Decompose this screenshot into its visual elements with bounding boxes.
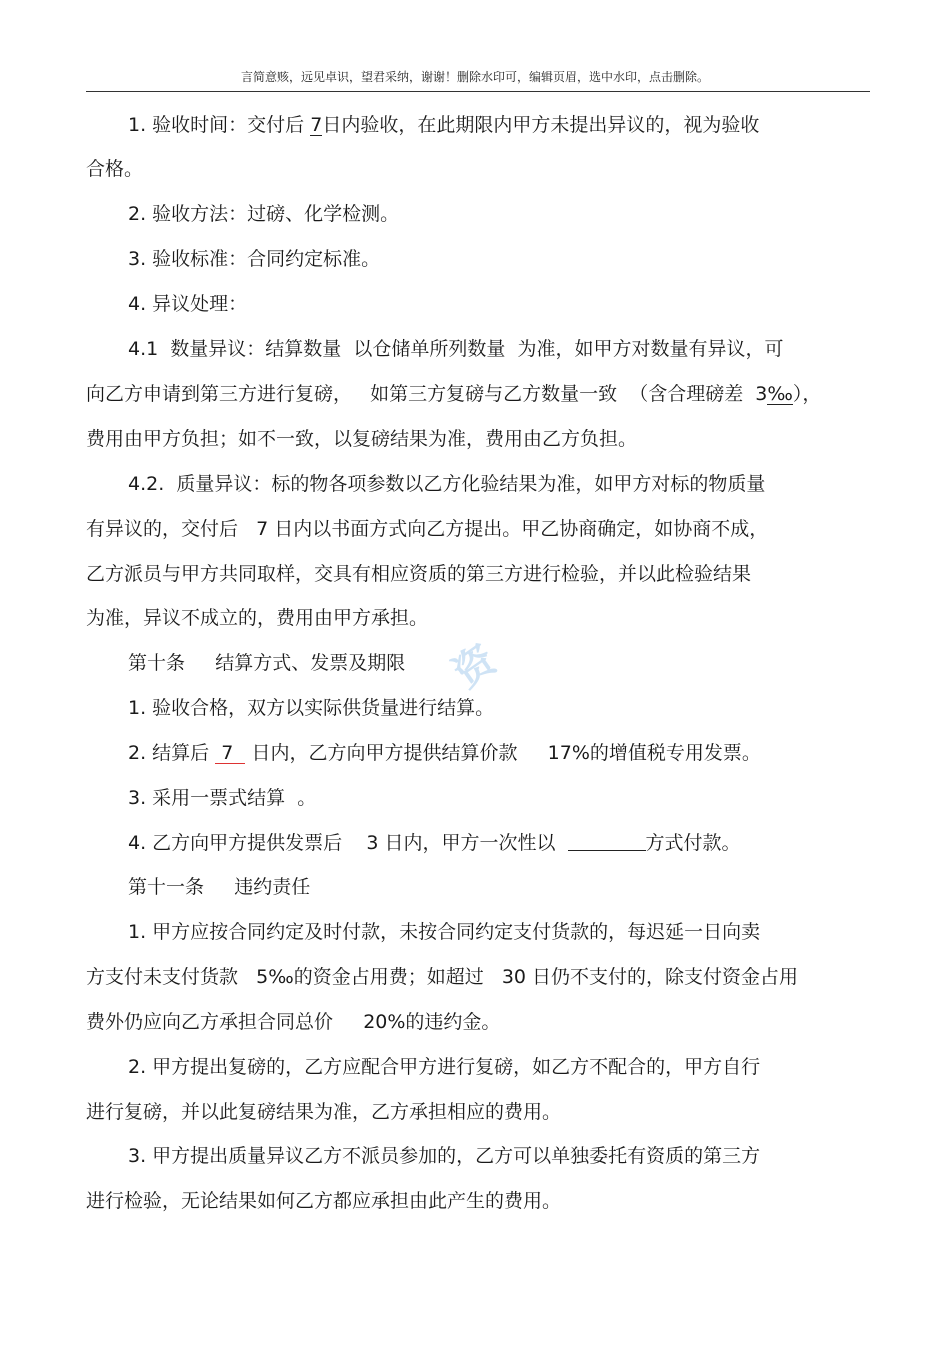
paragraph-line <box>128 741 761 765</box>
paragraph-line: 3. 验收标准：合同约定标准。 <box>128 248 381 270</box>
text-segment: ）， <box>792 383 822 405</box>
text-segment: 4. 乙方向甲方提供发票后 3 日内，甲方一次性以 <box>128 832 568 854</box>
page-header: 言简意赅，远见卓识，望君采纳，谢谢！删除水印可，编辑页眉，选中水印，点击删除。 <box>240 70 709 84</box>
paragraph-line: 2. 验收方法：过磅、化学检测。 <box>128 203 400 225</box>
text-segment: 日内验收，在此期限内甲方未提出异议的，视为验收 <box>322 114 760 136</box>
paragraph-line: 3. 采用一票式结算 。 <box>128 787 317 809</box>
paragraph-line <box>128 831 741 855</box>
paragraph-line: 4. 异议处理： <box>128 293 248 315</box>
watermark-icon <box>434 617 526 706</box>
text-segment: 向乙方申请到第三方进行复磅， 如第三方复磅与乙方数量一致 （含合理磅差 3 <box>86 383 768 405</box>
paragraph-line: 4.2. 质量异议：标的物各项参数以乙方化验结果为准，如甲方对标的物质量 <box>128 473 766 495</box>
paragraph-line <box>86 382 821 406</box>
paragraph-line <box>128 113 759 137</box>
paragraph-line: 有异议的，交付后 7 日内以书面方式向乙方提出。甲乙协商确定，如协商不成， <box>86 518 769 540</box>
paragraph-line: 进行检验，无论结果如何乙方都应承担由此产生的费用。 <box>86 1190 562 1212</box>
paragraph-line: 2. 甲方提出复磅的，乙方应配合甲方进行复磅，如乙方不配合的，甲方自行 <box>128 1056 761 1078</box>
paragraph-line: 1. 甲方应按合同约定及时付款，未按合同约定支付货款的，每迟延一日向卖 <box>128 921 761 943</box>
paragraph-line: 3. 甲方提出质量异议乙方不派员参加的，乙方可以单独委托有资质的第三方 <box>128 1145 761 1167</box>
paragraph-line: 乙方派员与甲方共同取样，交具有相应资质的第三方进行检验，并以此检验结果 <box>86 563 752 585</box>
text-segment: 日内，乙方向甲方提供结算价款 17%的增值税专用发票。 <box>245 742 761 764</box>
paragraph-line: 费用由甲方负担；如不一致，以复磅结果为准，费用由乙方负担。 <box>86 428 638 450</box>
underlined-value: ‰ <box>767 383 793 405</box>
text-segment: 2. 结算后 <box>128 742 216 764</box>
watermark-stamp <box>434 617 526 706</box>
paragraph-line: 合格。 <box>86 158 144 180</box>
blank-field <box>568 832 646 851</box>
paragraph-line: 4.1 数量异议：结算数量 以仓储单所列数量 为准，如甲方对数量有异议，可 <box>128 338 784 360</box>
section-heading: 第十条 结算方式、发票及期限 <box>128 652 406 674</box>
paragraph-line: 为准，异议不成立的，费用由甲方承担。 <box>86 607 429 629</box>
section-heading: 第十一条 违约责任 <box>128 876 311 898</box>
underlined-value: 7 <box>215 742 246 764</box>
paragraph-line: 1. 验收合格，双方以实际供货量进行结算。 <box>128 697 495 719</box>
header-divider <box>86 91 870 92</box>
underlined-value: 7 <box>310 114 323 136</box>
paragraph-line: 方支付未支付货款 5‰的资金占用费；如超过 30 日仍不支付的，除支付资金占用 <box>86 966 799 988</box>
paragraph-line: 费外仍应向乙方承担合同总价 20%的违约金。 <box>86 1011 501 1033</box>
text-segment: 方式付款。 <box>645 832 741 854</box>
text-segment: 1. 验收时间：交付后 <box>128 114 311 136</box>
svg-text:资: 资 <box>445 636 505 698</box>
paragraph-line: 进行复磅，并以此复磅结果为准，乙方承担相应的费用。 <box>86 1101 562 1123</box>
